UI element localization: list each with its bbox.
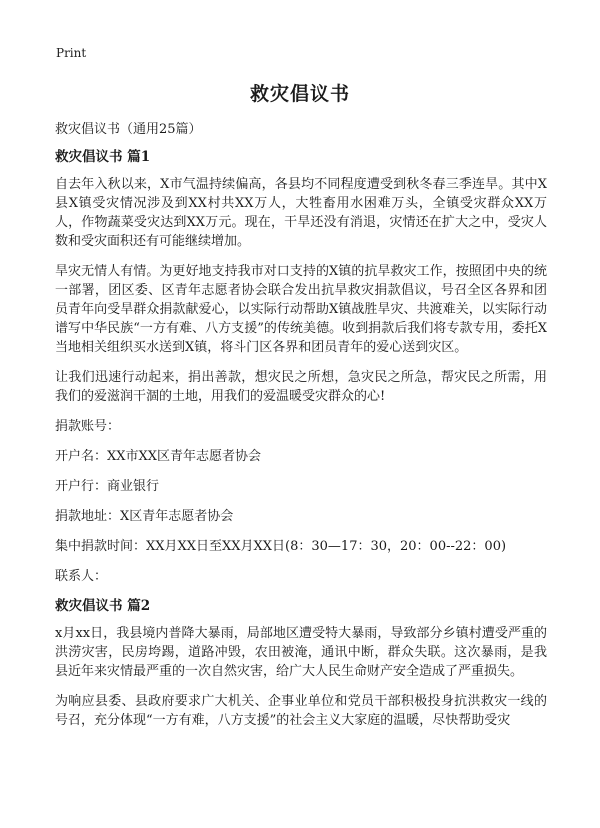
print-link[interactable]: Print bbox=[56, 46, 87, 60]
account-name-line: 开户名：XX市XX区青年志愿者协会 bbox=[55, 449, 262, 464]
paragraph: 为响应县委、县政府要求广大机关、企事业单位和党员干部积极投身抗洪救灾一线的号召，充分体现“一方有难，八方支援”的社会主义大家庭的温暖，尽快帮助受灾 bbox=[55, 694, 547, 728]
document-body bbox=[55, 120, 547, 741]
donation-account-label: 捐款账号： bbox=[55, 419, 121, 434]
donation-address-line: 捐款地址：X区青年志愿者协会 bbox=[55, 509, 234, 524]
section-heading: 救灾倡议书 篇1 bbox=[55, 149, 151, 165]
paragraph: 自去年入秋以来，X市气温持续偏高，各县均不同程度遭受到秋冬春三季连旱。其中X县X镇受灾情况涉及到XX村共XX万人，大牲畜用水困难万头，全镇受灾群众XX万人，作物蔬菜受灾达到XX万元。现在，干旱还没有消退，灾情还在扩大之中，受灾人数和受灾面积还有可能继续增加。 bbox=[55, 177, 547, 249]
contact-line: 联系人： bbox=[55, 569, 108, 584]
page-title: 救灾倡议书 bbox=[249, 83, 350, 105]
paragraph: 旱灾无情人有情。为更好地支持我市对口支持的X镇的抗旱救灾工作，按照团中央的统一部署，团区委、区青年志愿者协会联合发出抗旱救灾捐款倡议，号召全区各界和团员青年向受旱群众捐款献爱心，以实际行动帮助X镇战胜旱灾、共渡难关，以实际行动谱写中华民族“一方有难、八方支援”的传统美德。收到捐款后我们将专款专用，委托X当地相关组织买水送到X镇，将斗门区各界和团员青年的爱心送到灾区。 bbox=[55, 264, 547, 355]
donation-time-line: 集中捐款时间：XX月XX日至XX月XX日(8：30—17：30，20：00--22：00) bbox=[55, 539, 507, 554]
paragraph: x月xx日，我县境内普降大暴雨，局部地区遭受特大暴雨，导致部分乡镇村遭受严重的洪涝灾害，民房垮踢，道路冲毁，农田被淹，通讯中断，群众失联。这次暴雨，是我县近年来灾情最严重的一次自然灾害，给广大人民生命财产安全造成了严重损失。 bbox=[55, 626, 547, 679]
section-1 bbox=[55, 148, 547, 586]
document-subtitle: 救灾倡议书（通用25篇） bbox=[55, 122, 202, 137]
section-2 bbox=[55, 597, 547, 730]
bank-line: 开户行：商业银行 bbox=[55, 479, 160, 494]
paragraph: 让我们迅速行动起来，捐出善款，想灾民之所想，急灾民之所急，帮灾民之所需，用我们的爱滋润干涸的土地，用我们的爱温暖受灾群众的心! bbox=[55, 370, 547, 404]
section-heading: 救灾倡议书 篇2 bbox=[55, 598, 151, 614]
